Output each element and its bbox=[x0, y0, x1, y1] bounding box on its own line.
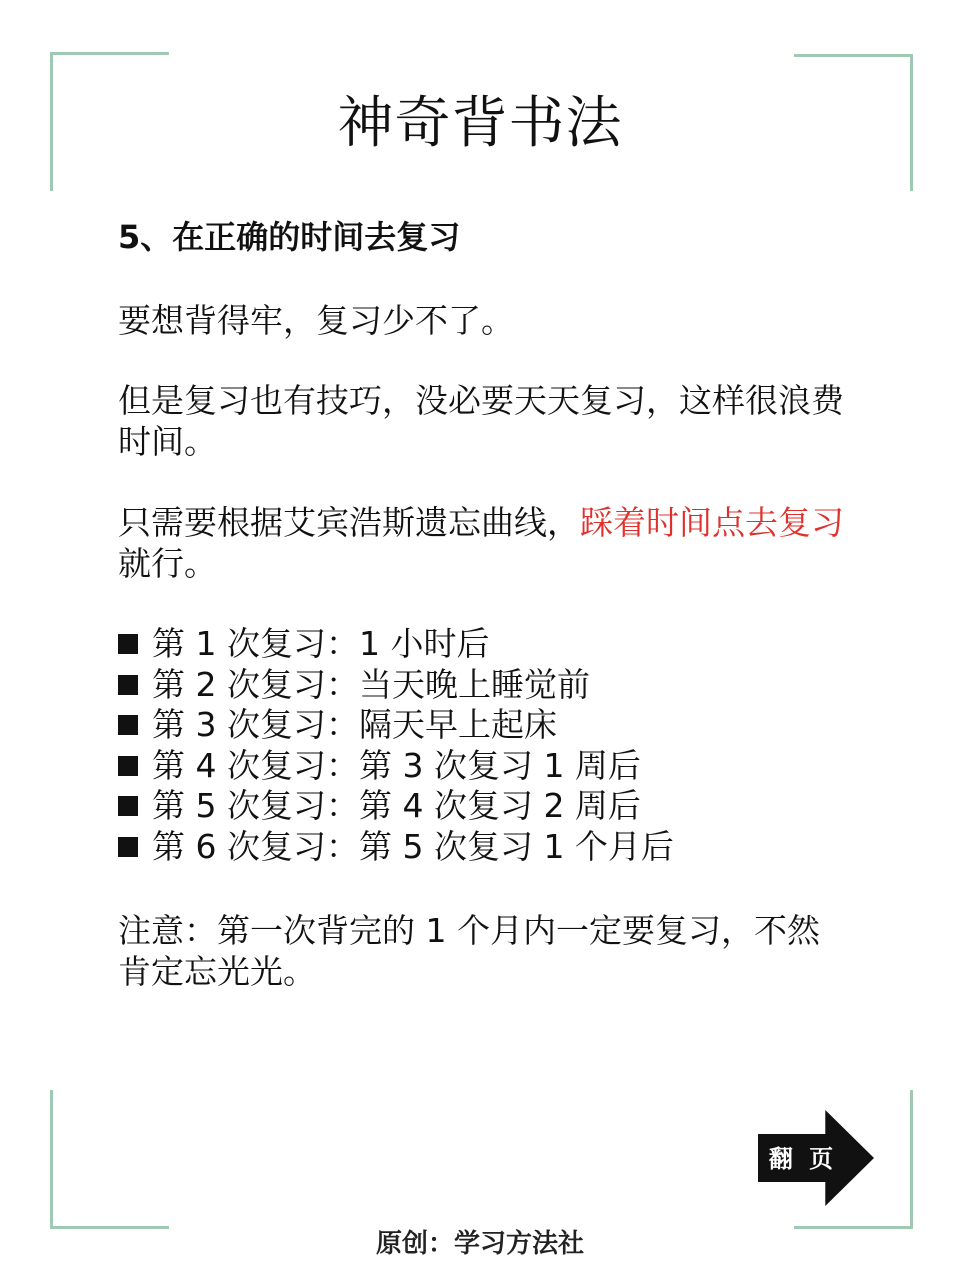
schedule-item-text: 第 5 次复习：第 4 次复习 2 周后 bbox=[152, 786, 641, 825]
list-item bbox=[118, 624, 878, 665]
list-item bbox=[118, 665, 878, 706]
black-square-icon bbox=[118, 796, 138, 816]
paragraph-intro: 要想背得牢，复习少不了。 bbox=[118, 301, 514, 340]
paragraph-technique: 但是复习也有技巧，没必要天天复习，这样很浪费时间。 bbox=[118, 381, 844, 461]
black-square-icon bbox=[118, 715, 138, 735]
list-item bbox=[118, 786, 878, 827]
black-square-icon bbox=[118, 837, 138, 857]
frame-corner-bottom-left bbox=[50, 1090, 169, 1229]
footer-credit: 原创：学习方法社 bbox=[375, 1229, 584, 1258]
method-highlight: 踩着时间点去复习 bbox=[580, 503, 844, 542]
page-title: 神奇背书法 bbox=[337, 91, 623, 156]
next-page-button[interactable]: 翻 页 bbox=[768, 1145, 838, 1173]
schedule-item-text: 第 6 次复习：第 5 次复习 1 个月后 bbox=[152, 826, 674, 866]
paragraph-note: 注意：第一次背完的 1 个月内一定要复习，不然肯定忘光光。 bbox=[118, 911, 820, 991]
section-heading: 5、在正确的时间去复习 bbox=[118, 218, 461, 256]
black-square-icon bbox=[118, 756, 138, 776]
black-square-icon bbox=[118, 634, 138, 654]
list-item bbox=[118, 827, 878, 868]
schedule-item-text: 第 4 次复习：第 3 次复习 1 周后 bbox=[152, 745, 641, 785]
list-item bbox=[118, 746, 878, 787]
black-square-icon bbox=[118, 675, 138, 695]
method-text: 只需要根据艾宾浩斯遗忘曲线， bbox=[118, 503, 580, 542]
schedule-item-text: 第 2 次复习：当天晚上睡觉前 bbox=[152, 664, 590, 704]
paragraph-method bbox=[118, 502, 848, 584]
schedule-item-text: 第 1 次复习：1 小时后 bbox=[152, 624, 490, 663]
list-item bbox=[118, 705, 878, 746]
review-schedule-list bbox=[118, 624, 878, 867]
schedule-item-text: 第 3 次复习：隔天早上起床 bbox=[152, 705, 557, 744]
method-text-end: 就行。 bbox=[118, 544, 217, 583]
